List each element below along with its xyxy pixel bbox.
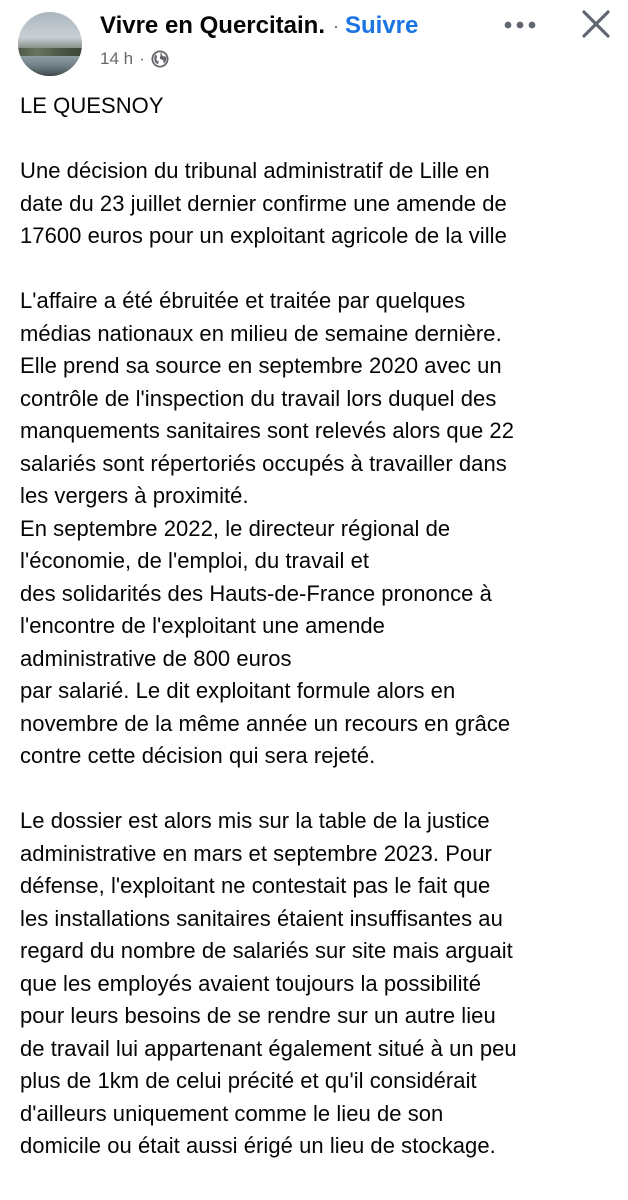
post-line: domicile ou était aussi érigé un lieu de stockage.	[20, 1133, 496, 1158]
meta-separator: ·	[139, 49, 145, 68]
post-line: Le dossier est alors mis sur la table de la justice	[20, 808, 490, 833]
post-line: novembre de la même année un recours en grâce	[20, 710, 511, 736]
post-line: par salarié. Le dit exploitant formule alors en	[20, 678, 456, 703]
post-line: administrative de 800 euros	[20, 645, 292, 671]
close-icon	[581, 9, 611, 44]
post-line: LE QUESNOY	[20, 93, 164, 118]
paragraph-break	[20, 253, 616, 286]
title-row	[100, 10, 418, 42]
post-meta	[100, 47, 169, 71]
globe-icon	[151, 50, 169, 68]
post-header	[0, 0, 628, 80]
post-line: Une décision du tribunal administratif de Lille en	[20, 158, 490, 183]
post-line: manquements sanitaires sont relevés alors que 22	[20, 418, 515, 443]
post-line: Elle prend sa source en septembre 2020 avec un	[20, 353, 502, 378]
post-line: les vergers à proximité.	[20, 483, 249, 508]
post-line: les installations sanitaires étaient insuffisantes au	[20, 905, 503, 931]
paragraph-break	[20, 773, 616, 806]
more-horizontal-icon	[503, 17, 537, 35]
avatar-water	[18, 56, 82, 76]
post-line: l'encontre de l'exploitant une amende	[20, 613, 385, 638]
post-line: plus de 1km de celui précité et qu'il considérait	[20, 1068, 477, 1093]
paragraph-break	[20, 123, 616, 156]
post-timestamp[interactable]: 14 h	[100, 49, 134, 68]
close-button[interactable]	[574, 6, 618, 46]
post-line: défense, l'exploitant ne contestait pas le fait que	[20, 873, 491, 898]
post-line: l'économie, de l'emploi, du travail et	[20, 548, 370, 573]
post-line: salariés sont répertoriés occupés à travailler dans	[20, 450, 507, 476]
post-text	[20, 90, 616, 1163]
post-line: date du 23 juillet dernier confirme une amende de	[20, 190, 507, 216]
title-separator: ·	[333, 15, 339, 36]
avatar-treeline	[18, 48, 82, 56]
more-options-button[interactable]	[498, 8, 542, 44]
post-line: de travail lui appartenant également situé à un peu	[20, 1035, 517, 1061]
post-line: L'affaire a été ébruitée et traitée par quelques	[20, 288, 466, 313]
post-line: contrôle de l'inspection du travail lors duquel des	[20, 385, 497, 411]
page-avatar[interactable]	[18, 12, 82, 76]
post-line: regard du nombre de salariés sur site mais arguait	[20, 938, 513, 963]
post-line: contre cette décision qui sera rejeté.	[20, 743, 376, 768]
follow-button[interactable]: Suivre	[345, 12, 419, 39]
post-line: d'ailleurs uniquement comme le lieu de son	[20, 1100, 444, 1126]
page-name-link[interactable]: Vivre en Quercitain.	[100, 12, 325, 39]
post-line: que les employés avaient toujours la possibilité	[20, 970, 481, 996]
post-line: des solidarités des Hauts-de-France prononce à	[20, 580, 492, 606]
post-line: médias nationaux en milieu de semaine dernière.	[20, 320, 502, 346]
post-line: En septembre 2022, le directeur régional de	[20, 515, 451, 541]
post-line: administrative en mars et septembre 2023. Pour	[20, 840, 492, 866]
post-line: pour leurs besoins de se rendre sur un autre lieu	[20, 1003, 496, 1028]
post-line: 17600 euros pour un exploitant agricole de la ville	[20, 223, 507, 248]
